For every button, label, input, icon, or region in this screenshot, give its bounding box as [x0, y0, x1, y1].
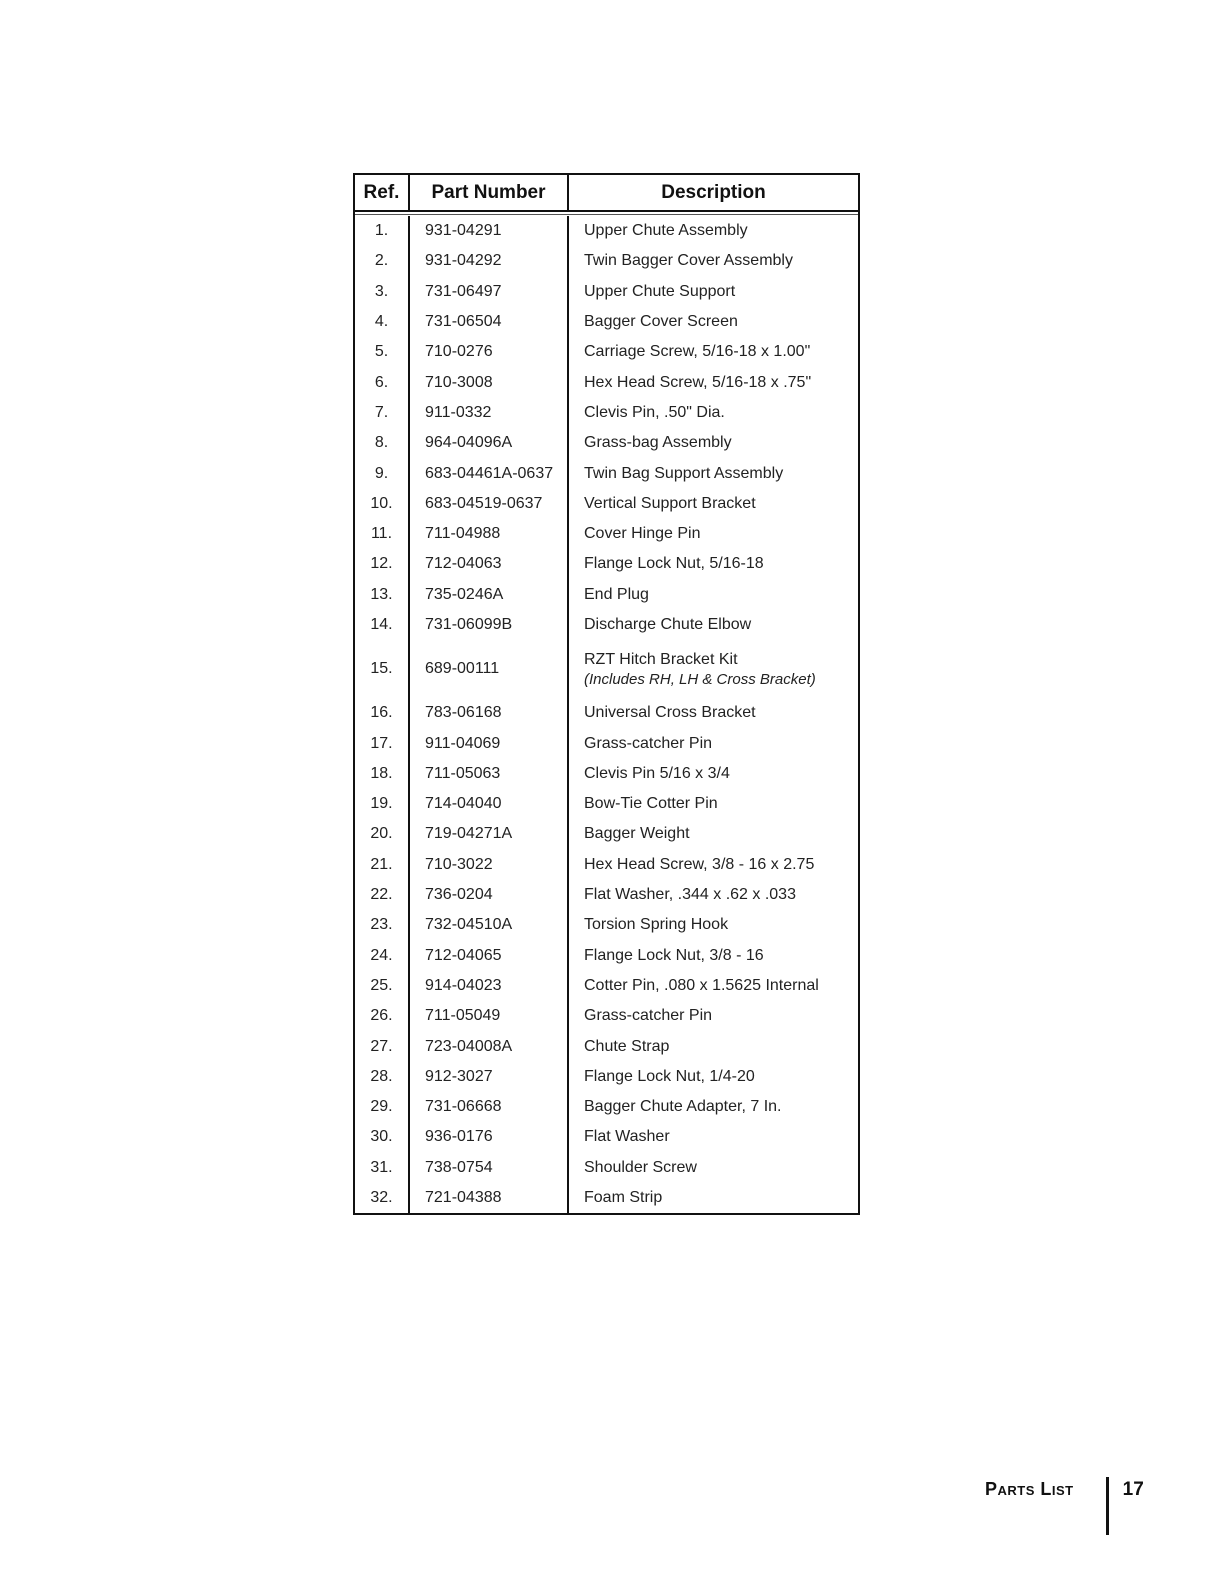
- description-text: Twin Bag Support Assembly: [584, 464, 784, 482]
- description-text: Clevis Pin 5/16 x 3/4: [584, 764, 730, 782]
- cell-description: [569, 698, 858, 728]
- cell-part-number: 723-04008A: [410, 1031, 569, 1061]
- cell-ref: 19.: [355, 789, 410, 819]
- description-text: Flange Lock Nut, 5/16-18: [584, 555, 764, 573]
- cell-part-number: 710-3022: [410, 850, 569, 880]
- cell-description: [569, 759, 858, 789]
- cell-part-number: 731-06099B: [410, 610, 569, 640]
- cell-ref: 24.: [355, 941, 410, 971]
- cell-part-number: 731-06668: [410, 1092, 569, 1122]
- description-text: Universal Cross Bracket: [584, 704, 756, 722]
- cell-description: [569, 519, 858, 549]
- description-text: Carriage Screw, 5/16-18 x 1.00": [584, 343, 811, 361]
- cell-part-number: 783-06168: [410, 698, 569, 728]
- cell-description: [569, 640, 858, 698]
- cell-ref: 20.: [355, 819, 410, 849]
- table-row: [355, 367, 858, 397]
- table-row: [355, 910, 858, 940]
- cell-description: [569, 428, 858, 458]
- cell-description: [569, 610, 858, 640]
- cell-ref: 27.: [355, 1031, 410, 1061]
- cell-ref: 16.: [355, 698, 410, 728]
- description-text: Upper Chute Assembly: [584, 222, 748, 240]
- cell-ref: 26.: [355, 1001, 410, 1031]
- cell-part-number: 714-04040: [410, 789, 569, 819]
- description-note: (Includes RH, LH & Cross Bracket): [584, 670, 816, 688]
- cell-description: [569, 489, 858, 519]
- cell-description: [569, 580, 858, 610]
- table-row: [355, 428, 858, 458]
- table-body: [355, 216, 858, 1213]
- cell-ref: 4.: [355, 307, 410, 337]
- cell-description: [569, 971, 858, 1001]
- table-row: [355, 549, 858, 579]
- cell-ref: 10.: [355, 489, 410, 519]
- description-text: Bagger Chute Adapter, 7 In.: [584, 1098, 782, 1116]
- cell-description: [569, 458, 858, 488]
- cell-ref: 8.: [355, 428, 410, 458]
- cell-ref: 25.: [355, 971, 410, 1001]
- cell-description: [569, 1031, 858, 1061]
- cell-description: [569, 337, 858, 367]
- cell-part-number: 731-06504: [410, 307, 569, 337]
- description-text: Flat Washer: [584, 1128, 670, 1146]
- cell-part-number: 711-04988: [410, 519, 569, 549]
- cell-ref: 5.: [355, 337, 410, 367]
- table-row: [355, 398, 858, 428]
- description-text: Bagger Weight: [584, 825, 690, 843]
- cell-description: [569, 819, 858, 849]
- cell-ref: 22.: [355, 880, 410, 910]
- description-text: Discharge Chute Elbow: [584, 616, 752, 633]
- table-header: [355, 175, 858, 212]
- cell-description: [569, 789, 858, 819]
- description-text: Bagger Cover Screen: [584, 313, 738, 331]
- cell-part-number: 711-05049: [410, 1001, 569, 1031]
- cell-ref: 1.: [355, 216, 410, 246]
- description-text: RZT Hitch Bracket Kit: [584, 650, 738, 668]
- table-row: [355, 337, 858, 367]
- description-text: Torsion Spring Hook: [584, 916, 729, 934]
- cell-part-number: 732-04510A: [410, 910, 569, 940]
- description-text: Grass-catcher Pin: [584, 1007, 713, 1025]
- table-row: [355, 759, 858, 789]
- cell-part-number: 931-04292: [410, 246, 569, 276]
- table-row: [355, 1153, 858, 1183]
- table-row: [355, 728, 858, 758]
- cell-part-number: 683-04461A-0637: [410, 458, 569, 488]
- cell-ref: 17.: [355, 728, 410, 758]
- cell-description: [569, 398, 858, 428]
- cell-ref: 30.: [355, 1122, 410, 1152]
- cell-ref: 14.: [355, 610, 410, 640]
- table-row: [355, 1092, 858, 1122]
- cell-part-number: 721-04388: [410, 1183, 569, 1213]
- cell-ref: 32.: [355, 1183, 410, 1213]
- table-row: [355, 489, 858, 519]
- cell-ref: 18.: [355, 759, 410, 789]
- cell-description: [569, 1092, 858, 1122]
- cell-part-number: 689-00111: [410, 640, 569, 698]
- table-row: [355, 789, 858, 819]
- cell-description: [569, 307, 858, 337]
- cell-part-number: 911-04069: [410, 728, 569, 758]
- footer-divider: [1106, 1477, 1109, 1535]
- table-row: [355, 580, 858, 610]
- cell-description: [569, 1122, 858, 1152]
- cell-ref: 3.: [355, 277, 410, 307]
- parts-table: [353, 173, 860, 1215]
- description-text: Flange Lock Nut, 1/4-20: [584, 1067, 755, 1085]
- cell-description: [569, 910, 858, 940]
- description-text: Hex Head Screw, 3/8 - 16 x 2.75: [584, 855, 815, 873]
- table-row: [355, 1031, 858, 1061]
- cell-part-number: 914-04023: [410, 971, 569, 1001]
- description-text: Twin Bagger Cover Assembly: [584, 252, 793, 270]
- table-row: [355, 610, 858, 640]
- cell-ref: 15.: [355, 640, 410, 698]
- cell-ref: 13.: [355, 580, 410, 610]
- cell-ref: 21.: [355, 850, 410, 880]
- description-text: Cotter Pin, .080 x 1.5625 Internal: [584, 976, 819, 994]
- cell-description: [569, 850, 858, 880]
- cell-part-number: 912-3027: [410, 1062, 569, 1092]
- cell-description: [569, 1153, 858, 1183]
- description-text: Clevis Pin, .50" Dia.: [584, 403, 725, 421]
- cell-part-number: 931-04291: [410, 216, 569, 246]
- table-row: [355, 519, 858, 549]
- cell-part-number: 683-04519-0637: [410, 489, 569, 519]
- cell-part-number: 710-0276: [410, 337, 569, 367]
- cell-ref: 23.: [355, 910, 410, 940]
- cell-description: [569, 549, 858, 579]
- table-row: [355, 216, 858, 246]
- cell-part-number: 710-3008: [410, 367, 569, 397]
- cell-ref: 12.: [355, 549, 410, 579]
- cell-part-number: 736-0204: [410, 880, 569, 910]
- table-row: [355, 1062, 858, 1092]
- cell-description: [569, 1183, 858, 1213]
- cell-part-number: 735-0246A: [410, 580, 569, 610]
- cell-description: [569, 1062, 858, 1092]
- cell-ref: 7.: [355, 398, 410, 428]
- section-title: Parts List: [985, 1479, 1074, 1499]
- header-part-number: Part Number: [410, 175, 569, 210]
- cell-part-number: 964-04096A: [410, 428, 569, 458]
- page-number: 17: [1122, 1479, 1144, 1500]
- cell-part-number: 738-0754: [410, 1153, 569, 1183]
- table-row: [355, 1122, 858, 1152]
- table-row: [355, 1183, 858, 1213]
- table-row: [355, 307, 858, 337]
- cell-ref: 11.: [355, 519, 410, 549]
- cell-ref: 28.: [355, 1062, 410, 1092]
- table-row: [355, 277, 858, 307]
- description-text: Foam Strip: [584, 1189, 663, 1207]
- description-text: End Plug: [584, 585, 649, 603]
- table-row: [355, 850, 858, 880]
- cell-ref: 29.: [355, 1092, 410, 1122]
- header-ref: Ref.: [355, 175, 410, 210]
- description-text: Flange Lock Nut, 3/8 - 16: [584, 946, 764, 964]
- cell-part-number: 911-0332: [410, 398, 569, 428]
- description-text: Grass-catcher Pin: [584, 734, 713, 752]
- cell-description: [569, 1001, 858, 1031]
- description-text: Chute Strap: [584, 1037, 670, 1055]
- table-row: [355, 698, 858, 728]
- cell-description: [569, 216, 858, 246]
- cell-part-number: 936-0176: [410, 1122, 569, 1152]
- cell-part-number: 719-04271A: [410, 819, 569, 849]
- cell-description: [569, 367, 858, 397]
- cell-ref: 6.: [355, 367, 410, 397]
- cell-ref: 31.: [355, 1153, 410, 1183]
- description-text: Bow-Tie Cotter Pin: [584, 795, 718, 813]
- cell-part-number: 731-06497: [410, 277, 569, 307]
- cell-ref: 9.: [355, 458, 410, 488]
- cell-description: [569, 728, 858, 758]
- cell-part-number: 711-05063: [410, 759, 569, 789]
- header-description: Description: [661, 181, 766, 203]
- table-row: [355, 941, 858, 971]
- description-text: Hex Head Screw, 5/16-18 x .75": [584, 373, 812, 391]
- description-text: Grass-bag Assembly: [584, 434, 732, 452]
- page-footer: [985, 1477, 1144, 1537]
- cell-part-number: 712-04063: [410, 549, 569, 579]
- cell-ref: 2.: [355, 246, 410, 276]
- description-text: Vertical Support Bracket: [584, 494, 756, 512]
- table-row: [355, 1001, 858, 1031]
- description-text: Cover Hinge Pin: [584, 525, 701, 543]
- description-text: Shoulder Screw: [584, 1158, 697, 1176]
- cell-description: [569, 277, 858, 307]
- cell-part-number: 712-04065: [410, 941, 569, 971]
- table-row: [355, 819, 858, 849]
- description-text: Upper Chute Support: [584, 282, 736, 300]
- table-row: [355, 880, 858, 910]
- cell-description: [569, 880, 858, 910]
- description-text: Flat Washer, .344 x .62 x .033: [584, 886, 796, 904]
- table-row: [355, 971, 858, 1001]
- table-row: [355, 640, 858, 698]
- cell-description: [569, 941, 858, 971]
- table-row: [355, 458, 858, 488]
- table-row: [355, 246, 858, 276]
- cell-description: [569, 246, 858, 276]
